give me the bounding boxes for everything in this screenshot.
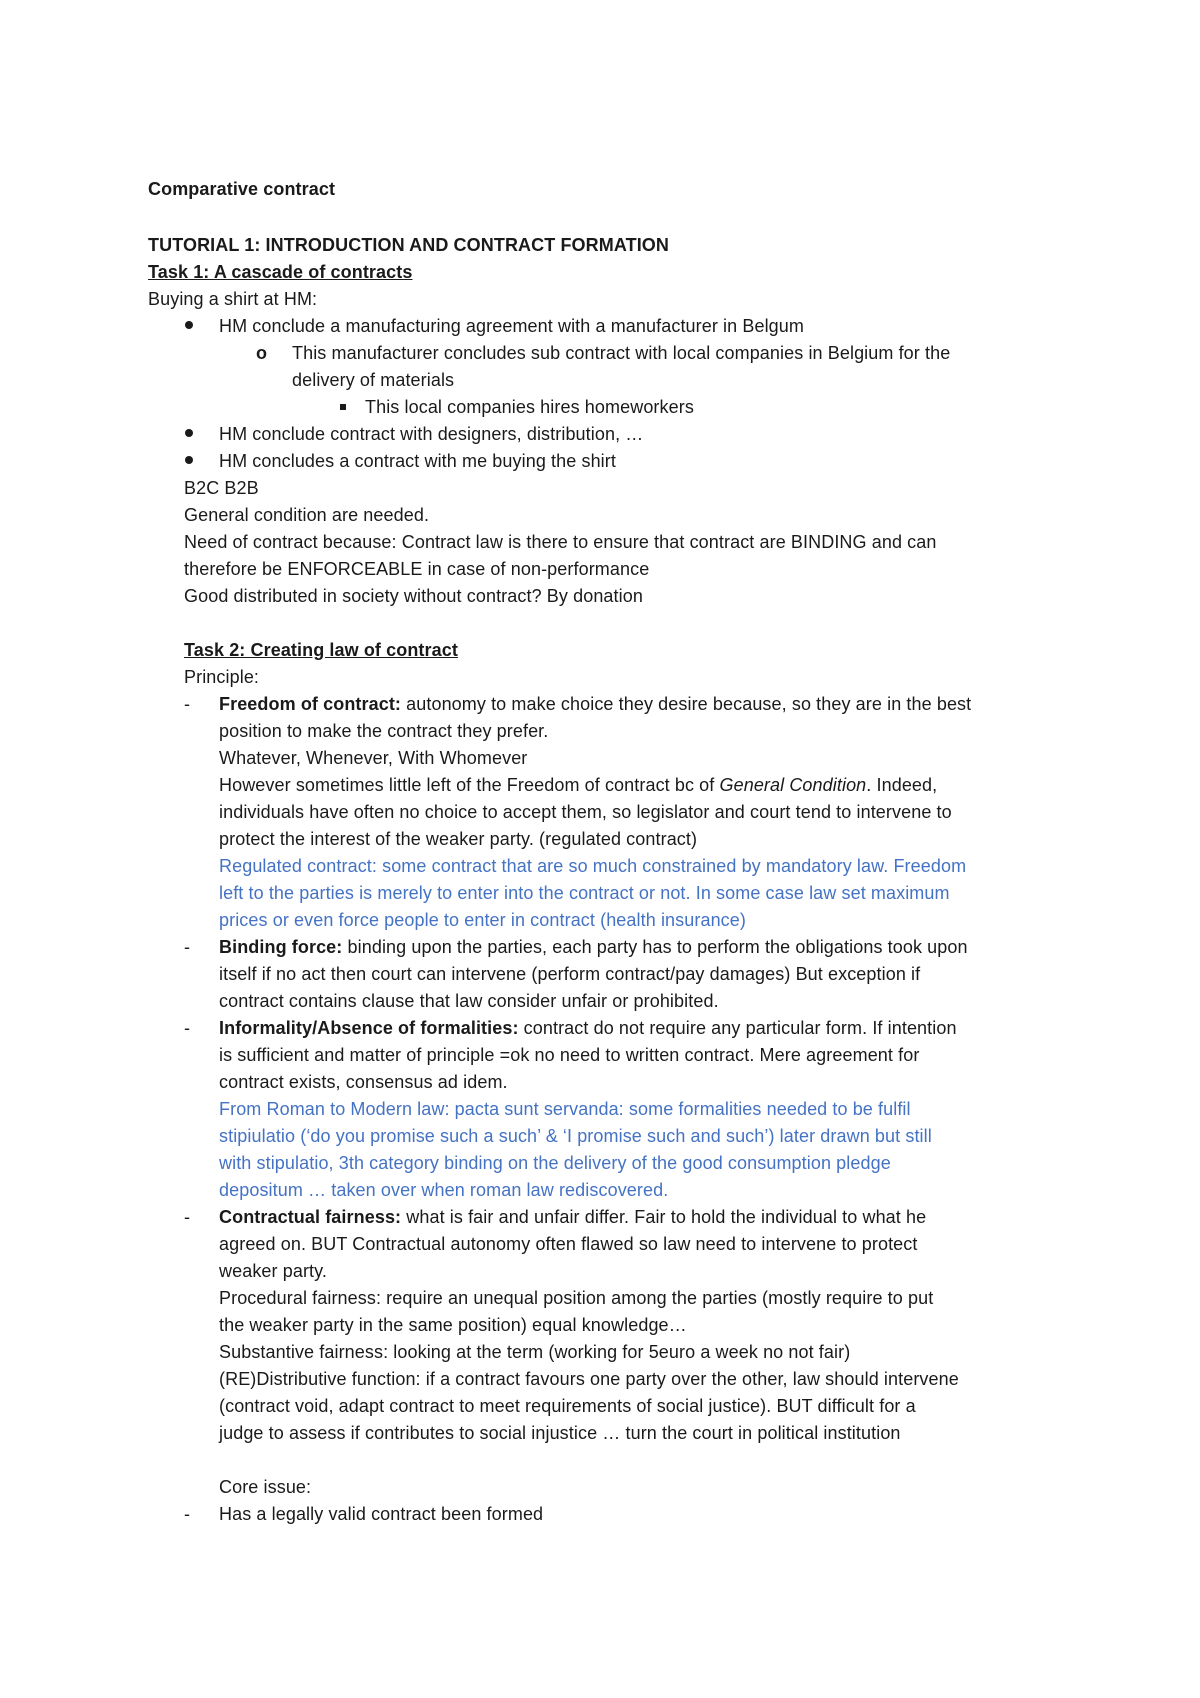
task1-intro: Buying a shirt at HM: [148,289,318,309]
dash-marker: - [184,1504,190,1524]
freedom-blue-line2: left to the parties is merely to enter into the contract or not. In some case law set maximum [219,883,950,903]
binding-text: binding upon the parties, each party has to perform the obligations took upon [342,937,968,957]
task1-heading: Task 1: A cascade of contracts [148,262,413,282]
freedom-line4 [219,773,937,797]
dash-marker: - [184,937,190,957]
formality-blue-line1: From Roman to Modern law: pacta sunt servanda: some formalities needed to be fulfil [219,1099,911,1119]
fairness-line8: (contract void, adapt contract to meet requirements of social justice). BUT difficult for a [219,1396,916,1416]
formality-line3: contract exists, consensus ad idem. [219,1072,508,1092]
paragraph: General condition are needed. [184,505,430,525]
task2-intro: Principle: [184,667,260,687]
sub-bullet-marker: o [256,343,267,363]
fairness-line4: Procedural fairness: require an unequal position among the parties (mostly require to put [219,1288,934,1308]
freedom-line2: position to make the contract they prefer. [219,721,549,741]
fairness-line3: weaker party. [219,1261,328,1281]
fairness-text: what is fair and unfair differ. Fair to hold the individual to what he [401,1207,927,1227]
binding-line3: contract contains clause that law consider unfair or prohibited. [219,991,719,1011]
bullet-icon [185,429,193,437]
freedom-blue-line1: Regulated contract: some contract that are so much constrained by mandatory law. Freedom [219,856,967,876]
freedom-line1 [219,692,971,716]
freedom-blue-line3: prices or even force people to enter in contract (health insurance) [219,910,746,930]
paragraph-line1: Need of contract because: Contract law is there to ensure that contract are BINDING and can [184,532,937,552]
formality-term: Informality/Absence of formalities: [219,1018,519,1038]
formality-blue-line3: with stipulatio, 3th category binding on the delivery of the good consumption pledge [219,1153,891,1173]
freedom-line4-c: . Indeed, [866,775,938,795]
formality-blue-line2: stipiulatio (‘do you promise such a such’ & ‘I promise such and such’) later drawn but still [219,1126,932,1146]
bullet-icon [185,456,193,464]
freedom-line3: Whatever, Whenever, With Whomever [219,748,528,768]
fairness-line9: judge to assess if contributes to social injustice … turn the court in political institution [219,1423,901,1443]
document-title: Comparative contract [148,179,336,199]
core-issue-item: Has a legally valid contract been formed [219,1504,544,1524]
dash-marker: - [184,1018,190,1038]
fairness-line5: the weaker party in the same position) equal knowledge… [219,1315,687,1335]
freedom-line4-italic: General Condition [719,775,867,795]
list-item: HM conclude a manufacturing agreement with a manufacturer in Belgum [219,316,804,336]
dash-marker: - [184,1207,190,1227]
sub-sub-list-item: This local companies hires homeworkers [365,397,694,417]
freedom-line5: individuals have often no choice to accept them, so legislator and court tend to intervene to [219,802,952,822]
fairness-line2: agreed on. BUT Contractual autonomy often flawed so law need to intervene to protect [219,1234,918,1254]
formality-text: contract do not require any particular form. If intention [518,1018,957,1038]
fairness-line6: Substantive fairness: looking at the term (working for 5euro a week no not fair) [219,1342,851,1362]
list-item: HM conclude contract with designers, distribution, … [219,424,644,444]
task2-heading: Task 2: Creating law of contract [184,640,458,660]
formality-line2: is sufficient and matter of principle =ok no need to written contract. Mere agreement for [219,1045,920,1065]
fairness-term: Contractual fairness: [219,1207,402,1227]
bullet-icon [185,321,193,329]
dash-marker: - [184,694,190,714]
list-item: HM concludes a contract with me buying the shirt [219,451,616,471]
square-bullet-icon [340,404,346,410]
freedom-term: Freedom of contract: [219,694,402,714]
core-issue-label: Core issue: [219,1477,312,1497]
freedom-line6: protect the interest of the weaker party. (regulated contract) [219,829,698,849]
freedom-line4-a: However sometimes little left of the Freedom of contract bc of [219,775,720,795]
paragraph: Good distributed in society without contract? By donation [184,586,643,606]
formality-line1 [219,1016,957,1040]
fairness-line1 [219,1205,926,1229]
fairness-line7: (RE)Distributive function: if a contract favours one party over the other, law should intervene [219,1369,959,1389]
paragraph-line2: therefore be ENFORCEABLE in case of non-performance [184,559,650,579]
freedom-text: autonomy to make choice they desire because, so they are in the best [401,694,972,714]
paragraph: B2C B2B [184,478,259,498]
sub-list-item-line2: delivery of materials [292,370,455,390]
binding-line1 [219,935,968,959]
sub-list-item-line1: This manufacturer concludes sub contract with local companies in Belgium for the [292,343,951,363]
binding-line2: itself if no act then court can intervene (perform contract/pay damages) But exception if [219,964,921,984]
formality-blue-line4: depositum … taken over when roman law rediscovered. [219,1180,669,1200]
tutorial-heading: TUTORIAL 1: INTRODUCTION AND CONTRACT FORMATION [148,235,669,255]
binding-term: Binding force: [219,937,343,957]
